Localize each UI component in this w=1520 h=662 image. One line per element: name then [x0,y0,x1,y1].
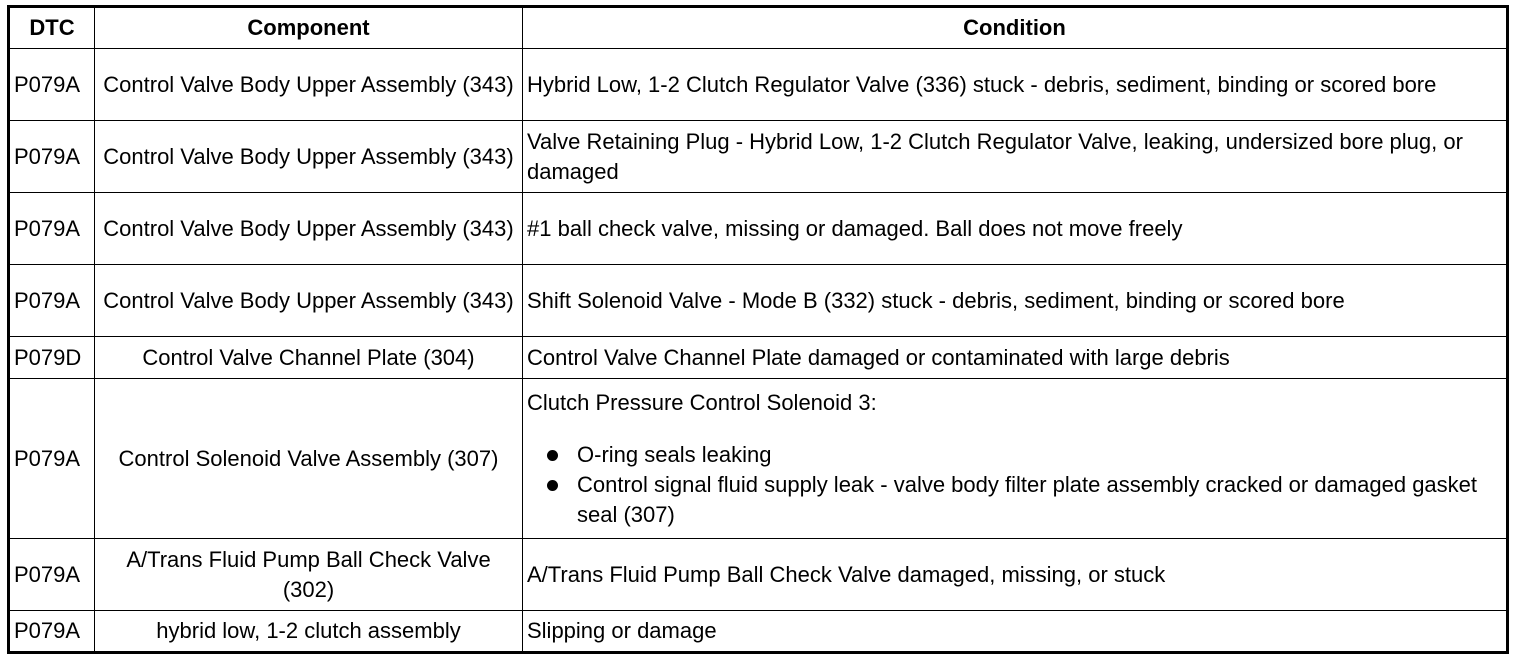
table-header-row [9,7,1508,49]
dtc-cell: P079A [9,193,95,265]
table-row [9,337,1508,379]
table-row [9,121,1508,193]
condition-cell: Control Valve Channel Plate damaged or contaminated with large debris [523,337,1508,379]
bullet-dot-icon [547,480,558,491]
condition-cell [523,379,1508,539]
dtc-cell: P079D [9,337,95,379]
bullet-text: Control signal fluid supply leak - valve body filter plate assembly cracked or damaged gasket seal (307) [577,471,1478,527]
dtc-cell: P079A [9,121,95,193]
table-row [9,539,1508,611]
table-row [9,379,1508,539]
component-cell: hybrid low, 1-2 clutch assembly [95,611,523,653]
component-cell: Control Solenoid Valve Assembly (307) [95,379,523,539]
dtc-cell: P079A [9,379,95,539]
bullet-text: O-ring seals leaking [577,441,772,467]
table-row [9,49,1508,121]
table-row [9,193,1508,265]
component-cell: Control Valve Body Upper Assembly (343) [95,193,523,265]
header-dtc: DTC [9,7,95,49]
bullet-item [547,470,1502,530]
component-cell: Control Valve Channel Plate (304) [95,337,523,379]
condition-intro: Clutch Pressure Control Solenoid 3: [527,389,877,415]
condition-cell: A/Trans Fluid Pump Ball Check Valve damaged, missing, or stuck [523,539,1508,611]
condition-cell: Shift Solenoid Valve - Mode B (332) stuck - debris, sediment, binding or scored bore [523,265,1508,337]
header-component: Component [95,7,523,49]
component-cell: A/Trans Fluid Pump Ball Check Valve (302) [95,539,523,611]
dtc-cell: P079A [9,265,95,337]
table-row [9,611,1508,653]
dtc-cell: P079A [9,49,95,121]
bullet-item [547,440,1502,470]
condition-cell: Valve Retaining Plug - Hybrid Low, 1-2 Clutch Regulator Valve, leaking, undersized bore plug, or damaged [523,121,1508,193]
condition-cell: Hybrid Low, 1-2 Clutch Regulator Valve (336) stuck - debris, sediment, binding or scored bore [523,49,1508,121]
condition-bullet-list [527,440,1502,530]
condition-cell: Slipping or damage [523,611,1508,653]
bullet-dot-icon [547,450,558,461]
table-row [9,265,1508,337]
dtc-cell: P079A [9,539,95,611]
dtc-table [7,5,1509,654]
component-cell: Control Valve Body Upper Assembly (343) [95,121,523,193]
component-cell: Control Valve Body Upper Assembly (343) [95,49,523,121]
component-cell: Control Valve Body Upper Assembly (343) [95,265,523,337]
header-condition: Condition [523,7,1508,49]
condition-cell: #1 ball check valve, missing or damaged. Ball does not move freely [523,193,1508,265]
dtc-cell: P079A [9,611,95,653]
